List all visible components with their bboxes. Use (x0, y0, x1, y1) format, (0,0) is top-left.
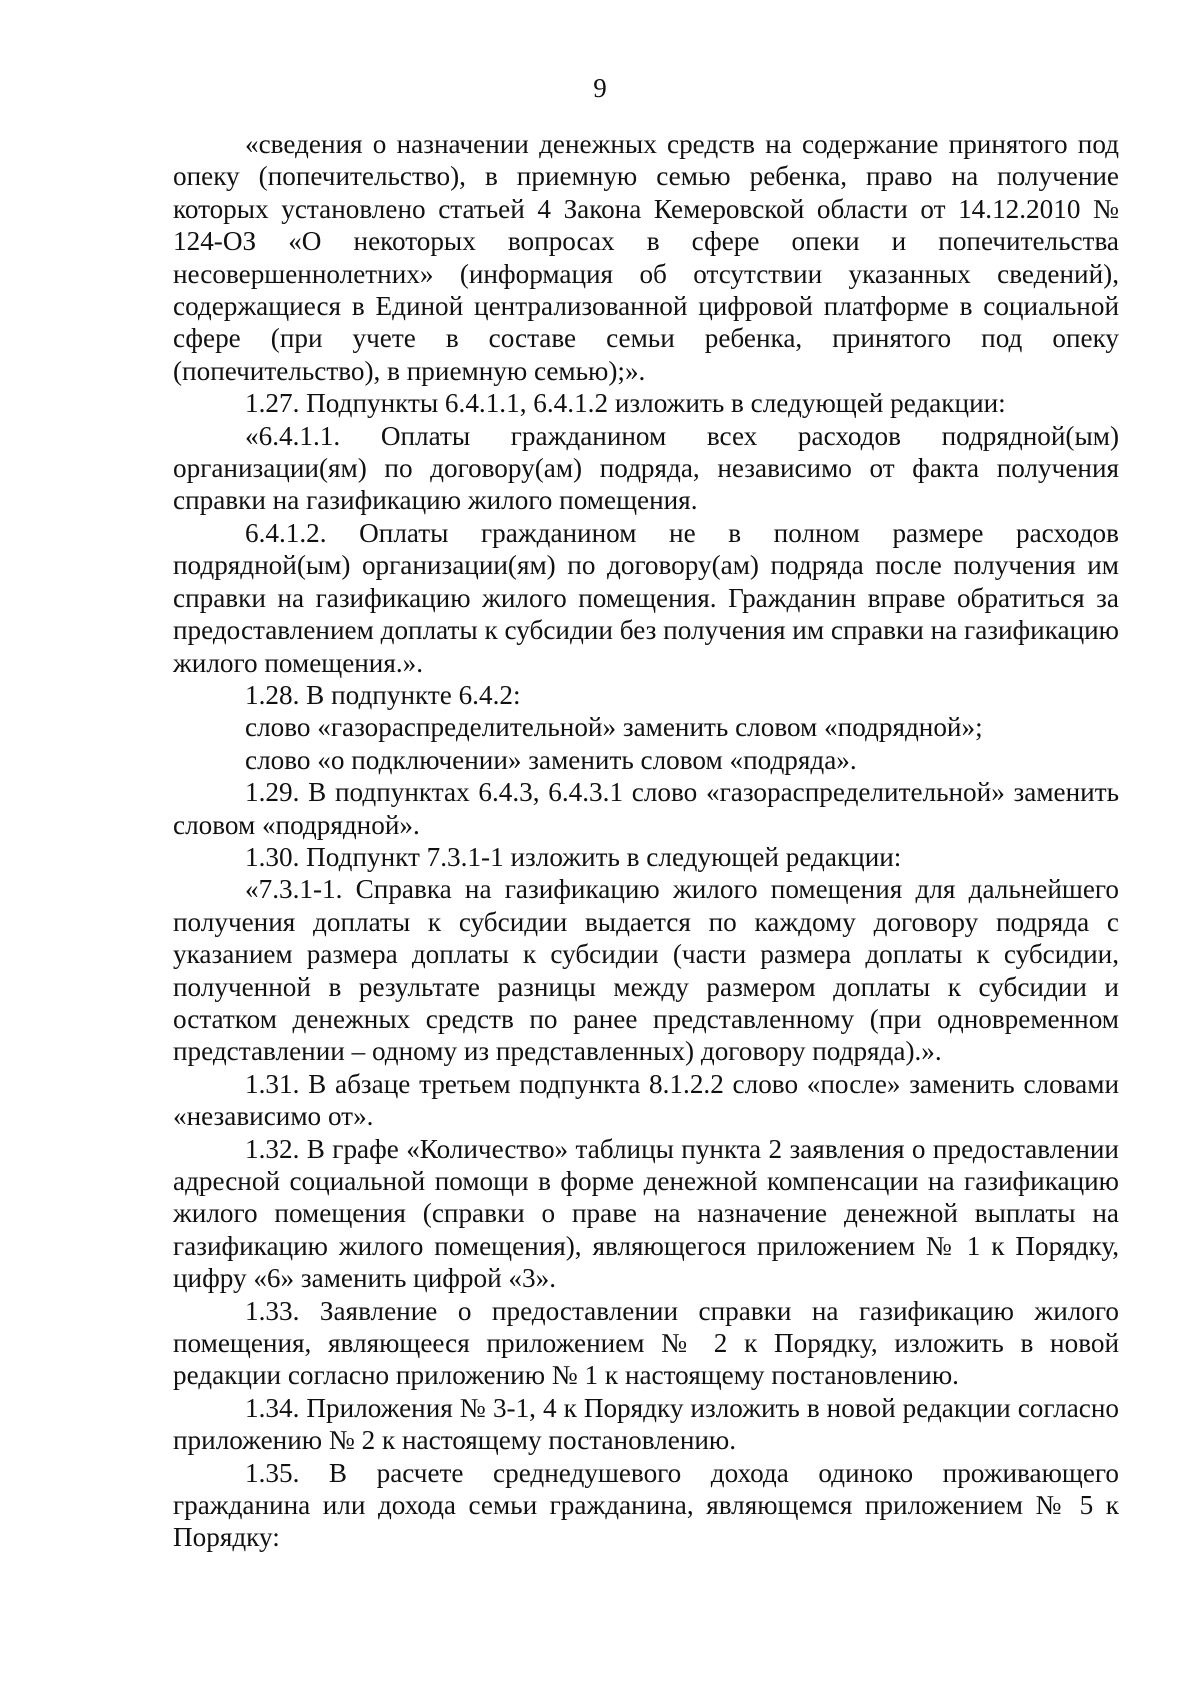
paragraph: 6.4.1.2. Оплаты гражданином не в полном размере расходов подрядной(ым) организации(ям) по договору(ам) подряда после получения им справки на газификацию жилого помещения. Гражданин вправе обратиться за предоставлением доплаты к субсидии без получения им справки на газификацию жилого помещения.». (173, 517, 1119, 678)
paragraph: 1.31. В абзаце третьем подпункта 8.1.2.2 слово «после» заменить словами «независимо от». (173, 1068, 1119, 1132)
paragraph: 1.33. Заявление о предоставлении справки на газификацию жилого помещения, являющееся приложением № 2 к Порядку, изложить в новой редакции согласно приложению № 1 к настоящему постановлению. (173, 1295, 1119, 1391)
paragraph: 1.27. Подпункты 6.4.1.1, 6.4.1.2 изложить в следующей редакции: (245, 388, 1006, 419)
paragraph: 1.35. В расчете среднедушевого дохода одиноко проживающего гражданина или дохода семьи гражданина, являющемся приложением № 5 к Порядку: (173, 1457, 1119, 1553)
paragraph: 1.34. Приложения № 3-1, 4 к Порядку изложить в новой редакции согласно приложению № 2 к настоящему постановлению. (173, 1392, 1119, 1456)
paragraph: «сведения о назначении денежных средств на содержание принятого под опеку (попечительство), в приемную семью ребенка, право на получение которых установлено статьей 4 Закона Кемеровской области от 14.12.2010 № 124-ОЗ «О некоторых вопросах в сфере опеки и попечительства несовершеннолетних» (информация об отсутствии указанных сведений), содержащиеся в Единой централизованной цифровой платформе в социальной сфере (при учете в составе семьи ребенка, принятого под опеку (попечительство), в приемную семью);». (173, 129, 1119, 386)
document-body (173, 128, 1119, 1554)
paragraph: слово «о подключении» заменить словом «подряда». (245, 744, 857, 775)
paragraph: 1.32. В графе «Количество» таблицы пункта 2 заявления о предоставлении адресной социальной помощи в форме денежной компенсации на газификацию жилого помещения (справки о праве на назначение денежной выплаты на газификацию жилого помещения), являющегося приложением № 1 к Порядку, цифру «6» заменить цифрой «3». (173, 1133, 1119, 1294)
paragraph: 1.30. Подпункт 7.3.1-1 изложить в следующей редакции: (245, 841, 902, 872)
paragraph: 1.28. В подпункте 6.4.2: (245, 679, 521, 710)
page-number: 9 (593, 73, 607, 103)
paragraph: 1.29. В подпунктах 6.4.3, 6.4.3.1 слово «газораспределительной» заменить словом «подрядной». (173, 777, 1119, 840)
paragraph: «7.3.1-1. Справка на газификацию жилого помещения для дальнейшего получения доплаты к субсидии выдается по каждому договору подряда с указанием размера доплаты к субсидии (части размера доплаты к субсидии, полученной в результате разницы между размером доплаты к субсидии и остатком денежных средств по ранее представленному (при одновременном представлении – одному из представленных) договору подряда).». (173, 874, 1119, 1067)
paragraph: «6.4.1.1. Оплаты гражданином всех расходов подрядной(ым) организации(ям) по договору(ам) подряда, независимо от факта получения справки на газификацию жилого помещения. (173, 420, 1119, 516)
paragraph: слово «газораспределительной» заменить словом «подрядной»; (245, 712, 983, 743)
